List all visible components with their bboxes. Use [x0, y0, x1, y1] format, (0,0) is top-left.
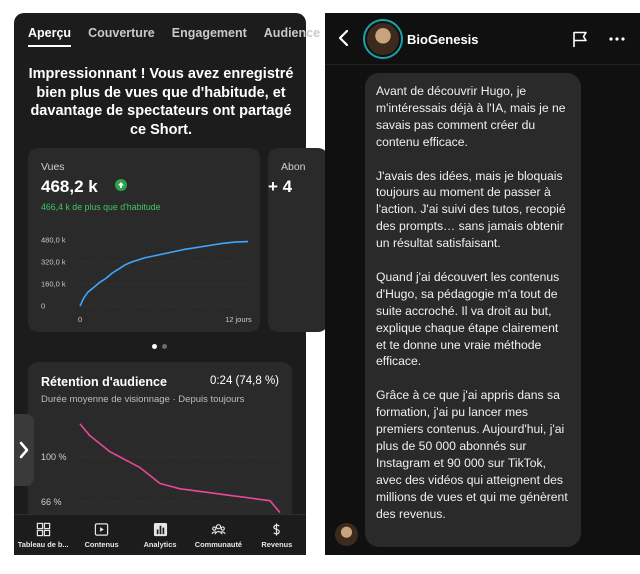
subscribers-value: + 4: [268, 177, 293, 196]
bottom-nav: [14, 514, 306, 555]
y-tick-label: 66 %: [41, 497, 62, 507]
y-tick-label: 0: [41, 301, 46, 311]
pager-dot[interactable]: [162, 344, 167, 349]
sender-avatar: [335, 523, 358, 546]
x-tick-label: 12 jours: [225, 315, 252, 324]
insight-headline: Impressionnant ! Vous avez enregistré bien plus de vues que d'habitude, et davantage de spectateurs ont partagé ce Short.: [28, 66, 294, 138]
avatar[interactable]: [363, 19, 403, 59]
retention-subtitle: Durée moyenne de visionnage · Depuis toujours: [41, 394, 245, 405]
nav-content-label: Contenus: [84, 539, 119, 549]
dashboard-icon: [36, 522, 51, 537]
analytics-tabs: [14, 13, 321, 53]
nav-dashboard[interactable]: [14, 515, 72, 555]
nav-analytics-label: Analytics: [143, 539, 177, 549]
subscribers-card[interactable]: [268, 148, 328, 332]
analytics-icon: [153, 522, 168, 537]
dollar-icon: [269, 522, 284, 537]
nav-dashboard-label: Tableau de b...: [17, 539, 69, 549]
message-paragraph: Avant de découvrir Hugo, je m'intéressais déjà à l'IA, mais je ne savais pas comment créer du contenu efficace.: [376, 84, 566, 149]
tab-audience[interactable]: Audience: [263, 26, 321, 40]
nav-analytics[interactable]: [131, 515, 189, 555]
chevron-right-icon: [19, 441, 29, 459]
chat-contact-name[interactable]: BioGenesis: [407, 32, 479, 47]
message-paragraph: Grâce à ce que j'ai appris dans sa formation, j'ai pu lancer mes premiers contenus. Aujourd'hui, j'ai plus de 50 000 abonnés sur Instagram et 90 000 sur TikTok, avec des vidéos qui atteignent des millions de vues et qui me génèrent des revenus.: [376, 388, 568, 521]
subscribers-label: Abon: [281, 161, 306, 173]
retention-chart: [28, 412, 292, 522]
tab-engagement[interactable]: Engagement: [171, 26, 247, 40]
nav-revenue[interactable]: [248, 515, 306, 555]
trend-up-icon: [115, 179, 127, 191]
message-paragraph: Quand j'ai découvert les contenus d'Hugo, sa pédagogie m'a tout de suite accroché. Il va droit au but, explique chaque étape clairement et te donne une vraie méthode efficace.: [376, 269, 560, 369]
views-chart: [28, 226, 260, 326]
pager-dot[interactable]: [152, 344, 157, 349]
analytics-screen: [14, 13, 321, 555]
back-arrow-icon[interactable]: [335, 28, 353, 48]
tab-apercu[interactable]: Aperçu: [28, 13, 71, 53]
nav-revenue-label: Revenus: [261, 539, 293, 549]
views-delta: 466,4 k de plus que d'habitude: [41, 202, 161, 212]
flag-icon[interactable]: [571, 30, 589, 48]
tab-couverture[interactable]: Couverture: [88, 26, 155, 40]
content-icon: [94, 522, 109, 537]
retention-title: Rétention d'audience: [41, 375, 167, 389]
chat-header: [325, 13, 640, 65]
community-icon: [211, 522, 226, 537]
message-bubble[interactable]: [365, 73, 581, 547]
y-tick-label: 320,0 k: [41, 257, 66, 267]
chat-screen: [325, 13, 640, 555]
nav-content[interactable]: [72, 515, 130, 555]
message-paragraph: J'avais des idées, mais je bloquais toujours au moment de passer à l'action. J'ai suivi des tutos, recopié des prompts… sans jamais obtenir un résultat satisfaisant.: [376, 168, 566, 251]
card-pager: [152, 344, 167, 349]
nav-community-label: Communauté: [194, 539, 243, 549]
x-tick-label: 0: [78, 315, 83, 324]
retention-card[interactable]: [28, 362, 292, 522]
y-tick-label: 160,0 k: [41, 279, 66, 289]
retention-value: 0:24 (74,8 %): [209, 375, 279, 387]
y-tick-label: 480,0 k: [41, 235, 66, 245]
more-dots-icon[interactable]: [608, 31, 626, 47]
y-tick-label: 100 %: [41, 452, 67, 462]
views-series-line: [80, 242, 248, 306]
views-card[interactable]: [28, 148, 260, 332]
avatar-image: [367, 23, 399, 55]
views-label: Vues: [41, 161, 65, 173]
retention-series-line: [80, 424, 280, 513]
side-handle[interactable]: [14, 414, 34, 486]
nav-community[interactable]: [189, 515, 247, 555]
views-value: 468,2 k: [41, 177, 98, 196]
